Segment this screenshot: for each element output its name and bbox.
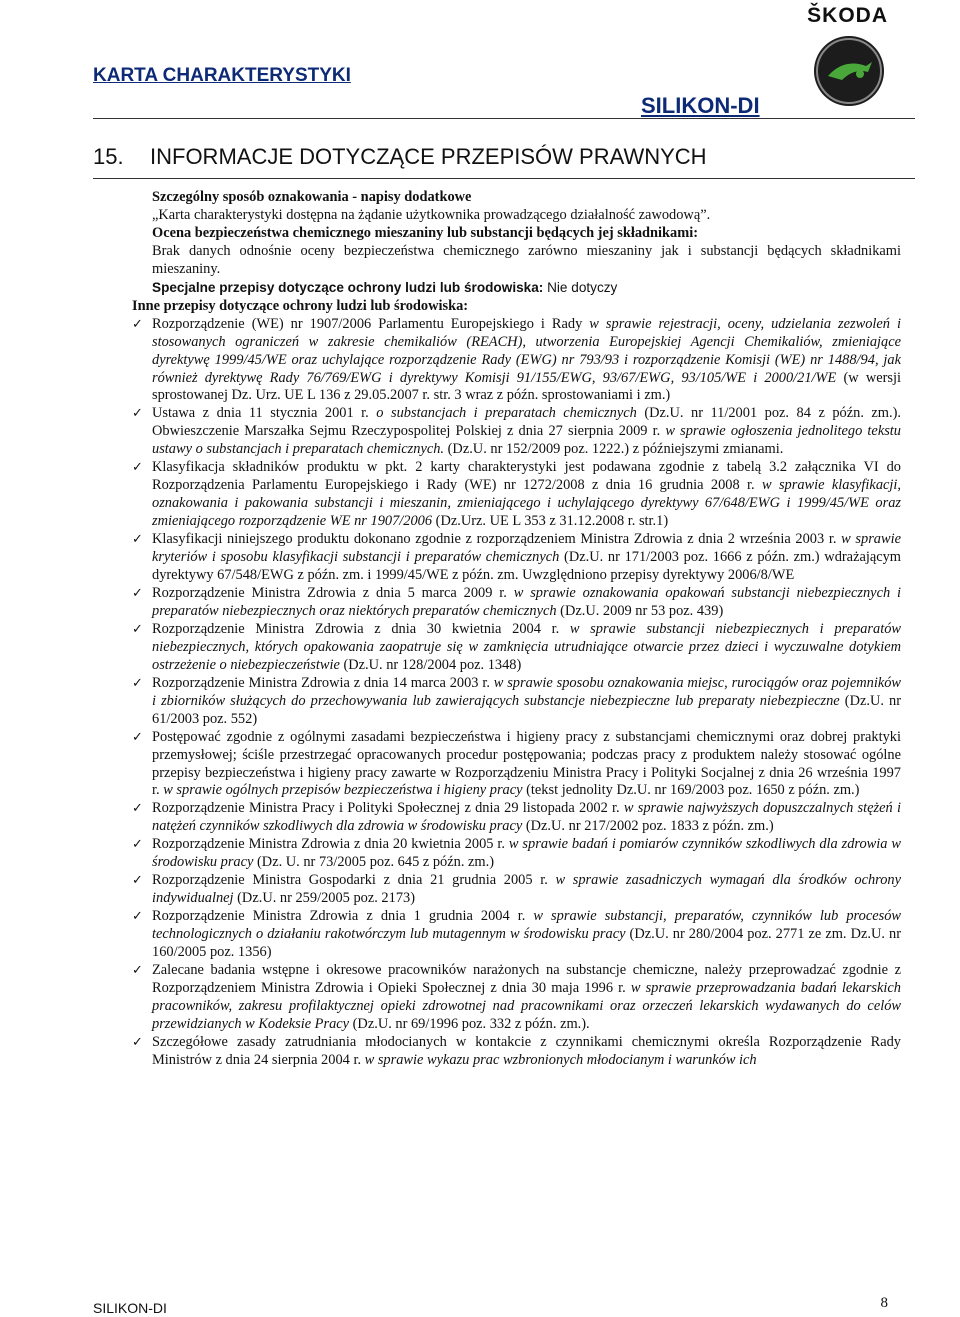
safety-assessment-heading: Ocena bezpieczeństwa chemicznego mieszaniny lub substancji będących jej składnikami: [152, 224, 699, 241]
special-rules-paragraph [152, 279, 901, 298]
labeling-text: „Karta charakterystyki dostępna na żądanie użytkownika prowadzącego działalność zawodową”. [152, 206, 711, 223]
checkmark-icon: ✓ [132, 873, 143, 889]
product-name: SILIKON-DI [641, 93, 760, 118]
checkmark-icon: ✓ [132, 460, 143, 476]
document-title: KARTA CHARAKTERYSTYKI [93, 65, 351, 86]
labeling-heading: Szczególny sposób oznakowania - napisy dodatkowe [152, 189, 472, 205]
list-item: ✓ Rozporządzenie Ministra Zdrowia z dnia 20 kwietnia 2005 r. w sprawie badań i pomiarów czynników szkodliwych dla zdrowia w środowisku pracy (Dz. U. nr 73/2005 poz. 645 z późn. zm.) [132, 836, 901, 871]
list-item: ✓ Rozporządzenie Ministra Zdrowia z dnia 14 marca 2003 r. w sprawie sposobu oznakowania miejsc, rurociągów oraz pojemników i zbiorników służących do przechowywania lub zawierających substancje niebezpieczne lub preparaty niebezpieczne (Dz.U. nr 61/2003 poz. 552) [132, 674, 902, 727]
checkmark-icon: ✓ [132, 532, 143, 548]
list-item: ✓ Rozporządzenie (WE) nr 1907/2006 Parlamentu Europejskiego i Rady w sprawie rejestracji, oceny, udzielania zezwoleń i stosowanych ograniczeń w zakresie chemikaliów (REACH), utworzenia Europejskiej Agencji Chemikaliów, zmieniające dyrektywę 1999/45/WE oraz uchylające rozporządzenie Rady (EWG) nr 793/93 i rozporządzenie Komisji (WE) nr 1488/94, jak również dyrektywę Rady 76/769/EWG i dyrektywy Komisji 91/155/EWG, 93/67/EWG, 93/105/WE i 2000/21/WE (w wersji sprostowanej Dz. Urz. UE L 136 z 29.05.2007 r. str. 3 wraz z późn. sprostowaniami i zm.) [132, 315, 902, 404]
list-item: ✓ Klasyfikacji niniejszego produktu dokonano zgodnie z rozporządzeniem Ministra Zdrowia z dnia 2 września 2003 r. w sprawie kryteriów i sposobu klasyfikacji substancji i preparatów chemicznych (Dz.U. nr 171/2003 poz. 1666 z późn. zm.) wdrażającym dyrektywy 67/548/EWG z późn. zm. i 1999/45/WE z późn. zm. Uwzględniono przepisy dyrektywy 2006/8/WE [132, 531, 902, 584]
footer-product-name: SILIKON-DI [93, 1300, 167, 1316]
checkmark-icon: ✓ [132, 316, 143, 332]
checkmark-icon: ✓ [132, 1034, 143, 1050]
checkmark-icon: ✓ [132, 675, 143, 691]
list-item: ✓ Zalecane badania wstępne i okresowe pracowników narażonych na substancje chemiczne, należy przeprowadzać zgodnie z Rozporządzeniem Ministra Zdrowia i Opieki Społecznej z dnia 30 maja 1996 r. w sprawie przeprowadzania badań lekarskich pracowników, zakresu profilaktycznej opieki zdrowotnej nad pracownikami oraz orzeczeń lekarskich wydawanych do celów przewidzianych w Kodeksie Pracy (Dz.U. nr 69/1996 poz. 332 z późn. zm.). [132, 961, 901, 1032]
list-item: ✓ Rozporządzenie Ministra Gospodarki z dnia 21 grudnia 2005 r. w sprawie zasadniczych wymagań dla środków ochrony indywidualnej (Dz.U. nr 259/2005 poz. 2173) [132, 872, 901, 907]
special-rules-text: Nie dotyczy [543, 279, 618, 295]
special-rules-heading: Specjalne przepisy dotyczące ochrony ludzi lub środowiska: [152, 279, 544, 295]
other-rules-heading: Inne przepisy dotyczące ochrony ludzi lub środowiska: [132, 297, 469, 314]
section-divider [93, 178, 915, 179]
checkmark-icon: ✓ [132, 621, 143, 637]
brand-wordmark: ŠKODA [807, 4, 888, 27]
list-item: ✓ Rozporządzenie Ministra Zdrowia z dnia 5 marca 2009 r. w sprawie oznakowania opakowań substancji niebezpiecznych i preparatów niebezpiecznych oraz niektórych preparatów chemicznych (Dz.U. 2009 nr 53 poz. 439) [132, 584, 901, 619]
checkmark-icon: ✓ [132, 909, 143, 925]
safety-assessment-paragraph [152, 225, 901, 279]
list-item: ✓ Postępować zgodnie z ogólnymi zasadami bezpieczeństwa i higieny pracy z substancjami chemicznymi oraz dobrej praktyki przemysłowej; ściśle przestrzegać opracowanych procedur postępowania; podczas pracy z produktem należy stosować ogólne przepisy bezpieczeństwa i higieny pracy zawarte w Rozporządzeniu Ministra Pracy i Polityki Socjalnej z dnia 26 września 1997 r. w sprawie ogólnych przepisów bezpieczeństwa i higieny pracy (tekst jednolity Dz.U. nr 169/2003 poz. 1650 z późn. zm.) [132, 728, 901, 799]
list-item: ✓ Klasyfikacja składników produktu w pkt. 2 karty charakterystyki jest podawana zgodnie z tabelą 3.2 załącznika VI do Rozporządzenia Parlamentu Europejskiego i Rady (WE) nr 1272/2008 z dnia 16 grudnia 2008 r. w sprawie klasyfikacji, oznakowania i pakowania substancji i mieszanin, zmieniającego i uchylającego dyrektywy 67/648/EWG i 1999/45/WE oraz zmieniającego rozporządzenie WE nr 1907/2006 (Dz.Urz. UE L 353 z 31.12.2008 r. str.1) [132, 459, 901, 530]
list-item: ✓ Ustawa z dnia 11 stycznia 2001 r. o substancjach i preparatach chemicznych (Dz.U. nr 11/2001 poz. 84 z późn. zm.). Obwieszczenie Marszałka Sejmu Rzeczypospolitej Polskiej z dnia 27 sierpnia 2009 r. w sprawie ogłoszenia jednolitego tekstu ustawy o substancjach i preparatach chemicznych. (Dz.U. nr 152/2009 poz. 1222.) z późniejszymi zmianami. [132, 405, 902, 458]
list-item: ✓ Rozporządzenie Ministra Zdrowia z dnia 1 grudnia 2004 r. w sprawie substancji, preparatów, czynników lub procesów technologicznych o działaniu rakotwórczym lub mutagennym w środowisku pracy (Dz.U. nr 280/2004 poz. 2771 ze zm. Dz.U. nr 160/2005 poz. 1356) [132, 908, 901, 961]
section-number: 15. [93, 144, 124, 169]
section-content [132, 189, 901, 1070]
checkmark-icon: ✓ [132, 406, 143, 422]
section-title: INFORMACJE DOTYCZĄCE PRZEPISÓW PRAWNYCH [150, 144, 707, 169]
safety-assessment-text: Brak danych odnośnie oceny bezpieczeństwa chemicznego zarówno mieszaniny jak i substancji będących składnikami mieszaniny. [152, 242, 901, 277]
regulations-list [132, 316, 901, 1070]
checkmark-icon: ✓ [132, 837, 143, 853]
page-number: 8 [880, 1295, 888, 1311]
list-item: ✓ Rozporządzenie Ministra Pracy i Polityki Społecznej z dnia 29 listopada 2002 r. w sprawie najwyższych dopuszczalnych stężeń i natężeń czynników szkodliwych dla zdrowia w środowisku pracy (Dz.U. nr 217/2002 poz. 1833 z późn. zm.) [132, 800, 901, 835]
list-item: ✓ Szczegółowe zasady zatrudniania młodocianych w kontakcie z czynnikami chemicznymi określa Rozporządzenie Rady Ministrów z dnia 24 sierpnia 2004 r. w sprawie wykazu prac wzbronionych młodocianym i warunków ich [132, 1033, 901, 1068]
checkmark-icon: ✓ [132, 801, 143, 817]
checkmark-icon: ✓ [132, 962, 143, 978]
skoda-logo-icon [814, 36, 884, 106]
list-item: ✓ Rozporządzenie Ministra Zdrowia z dnia 30 kwietnia 2004 r. w sprawie substancji niebezpiecznych i preparatów niebezpiecznych, których opakowania zaopatruje się w zamknięcia utrudniające otwarcie przez dzieci i wyczuwalne dotykiem ostrzeżenie o niebezpieczeństwie (Dz.U. nr 128/2004 poz. 1348) [132, 620, 901, 673]
labeling-paragraph [152, 189, 901, 225]
header-divider [93, 118, 915, 119]
checkmark-icon: ✓ [132, 729, 143, 745]
section-heading [93, 144, 707, 170]
checkmark-icon: ✓ [132, 585, 143, 601]
